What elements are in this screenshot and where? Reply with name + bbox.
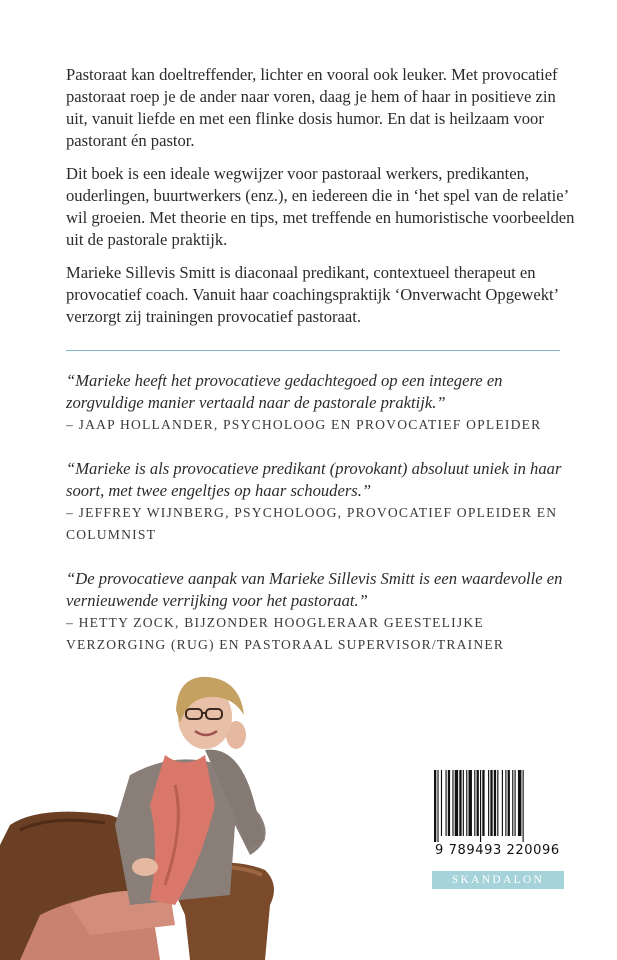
barcode-bar: [480, 770, 481, 842]
barcode-bar: [515, 770, 516, 836]
barcode-bar: [497, 770, 498, 836]
barcode-bar: [446, 770, 447, 836]
barcode-bar: [490, 770, 492, 836]
blurb-paragraph-1: Pastoraat kan doeltreffender, lichter en vooral ook leuker. Met provocatief pastoraat roep je de ander naar voren, daag je hem of haar in positieve zin uit, vanuit liefde en met een flinke dosis humor. En dat is heilzaam voor pastorant én pastor.: [66, 65, 558, 150]
publisher-logo: SKANDALON: [432, 871, 564, 889]
barcode-bar: [455, 770, 458, 836]
barcode-bars: [432, 770, 566, 842]
barcode-bar: [474, 770, 475, 836]
barcode-bar: [448, 770, 450, 836]
barcode-bar: [434, 770, 436, 842]
barcode-bar: [502, 770, 503, 836]
barcode-bar: [512, 770, 513, 836]
barcode-bar: [437, 770, 438, 842]
barcode-bar: [494, 770, 496, 836]
barcode-bar: [523, 770, 524, 842]
review-quote-2: “Marieke is als provocatieve predikant (provokant) absoluut uniek in haar soort, met twee engeltjes op haar schouders.”: [66, 459, 562, 500]
barcode-bar: [452, 770, 453, 836]
review-quote-3: “De provocatieve aanpak van Marieke Sillevis Smitt is een waardevolle en vernieuwende verrijking voor het pastoraat.”: [66, 569, 563, 610]
barcode-bar: [508, 770, 510, 836]
blurb-paragraph-3: Marieke Sillevis Smitt is diaconaal predikant, contextueel therapeut en provocatief coach. Vanuit haar coachingspraktijk ‘Onverwacht Opgewekt’ verzorgt zij trainingen provocatief pastoraat.: [66, 263, 558, 326]
barcode-bar: [441, 770, 442, 836]
barcode-bar: [469, 770, 472, 836]
review-attribution-1: – JAAP HOLLANDER, PSYCHOLOOG EN PROVOCATIEF OPLEIDER: [66, 417, 542, 432]
barcode-bar: [488, 770, 489, 836]
barcode-bar: [518, 770, 521, 836]
barcode-bar: [482, 770, 484, 836]
barcode-bar: [459, 770, 461, 836]
review-attribution-3: – HETTY ZOCK, BIJZONDER HOOGLERAAR GEESTELIJKE VERZORGING (RUG) EN PASTORAAL SUPERVISOR/TRAINER: [66, 615, 505, 652]
barcode-bar: [466, 770, 467, 836]
blurb-paragraph-2: Dit boek is een ideale wegwijzer voor pastoraal werkers, predikanten, ouderlingen, buurtwerkers (enz.), en iedereen die in ‘het spel van de relatie’ wil groeien. Met theorie en tips, met treffende en humoristische voorbeelden uit de pastorale praktijk.: [66, 164, 575, 249]
barcode-bar: [463, 770, 464, 836]
review-attribution-2: – JEFFREY WIJNBERG, PSYCHOLOOG, PROVOCATIEF OPLEIDER EN COLUMNIST: [66, 505, 558, 542]
isbn-number: 9 789493 220096: [435, 843, 560, 858]
barcode-bar: [477, 770, 479, 836]
review-quote-1: “Marieke heeft het provocatieve gedachtegoed op een integere en zorgvuldige manier vertaald naar de pastorale praktijk.”: [66, 371, 503, 412]
barcode-bar: [505, 770, 506, 836]
divider-rule: [66, 350, 560, 351]
author-photo: [0, 655, 300, 960]
